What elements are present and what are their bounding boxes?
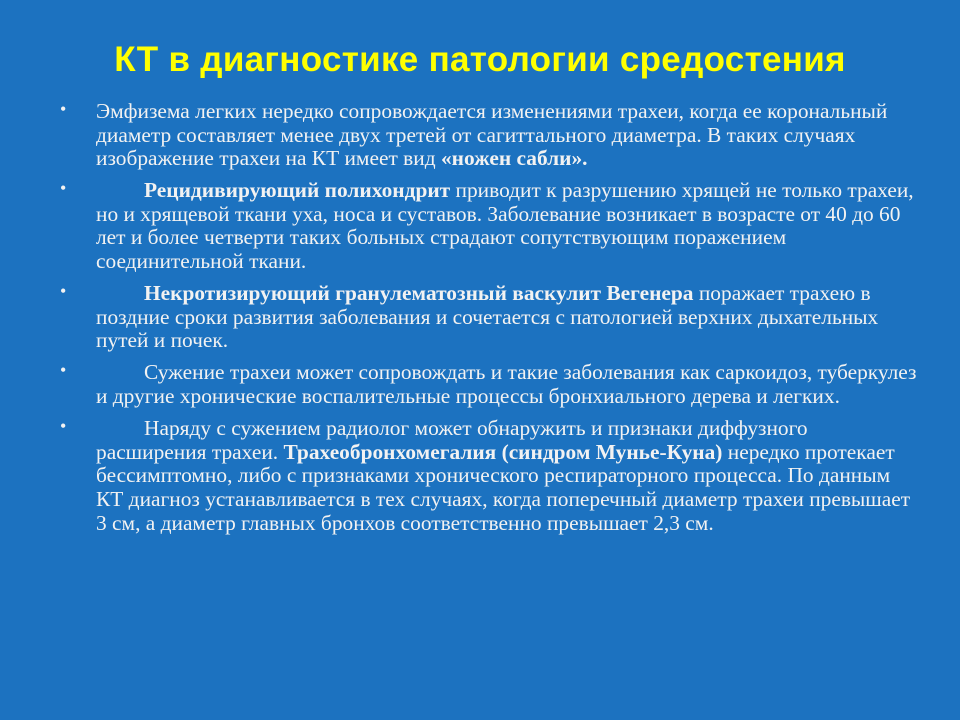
bullet-icon: • [60,178,67,199]
bullet-icon: • [60,360,67,381]
bullet-text: Сужение трахеи может сопровождать и такие заболевания как саркоидоз, туберкулез и другие хронические воспалительные процессы бронхиального дерева и легких. [96,360,917,409]
slide-title: КТ в диагностике патологии средостения [114,40,846,79]
bullet-item-stenosis [60,361,920,408]
bullet-bold-term: Трахеобронхомегалия (синдром Мунье-Куна) [283,439,723,464]
bullet-icon: • [60,416,67,437]
bullet-text: Эмфизема легких нередко сопровождается изменениями трахеи, когда ее корональный диаметр составляет менее двух третей от сагиттального диаметра. В таких случаях изображение трахеи на КТ имеет вид [96,99,888,171]
bullet-icon: • [60,281,67,302]
bullet-list [60,100,920,544]
bullet-bold-term: Некротизирующий гранулематозный васкулит Вегенера [144,281,694,306]
bullet-item-tracheobronchomegaly [60,417,920,535]
bullet-item-polychondritis [60,179,920,273]
bullet-item-wegener [60,282,920,353]
bullet-icon: • [60,99,67,119]
bullet-bold-term: Рецидивирующий полихондрит [144,178,451,203]
bullet-text: приводит к разрушению хрящей не только трахеи, но и хрящевой ткани уха, носа и суставов. Заболевание возникает в возрасте от 40 до 60 лет и более четверти таких больных страдают сопутствующим поражением соединительной ткани. [96,178,914,274]
bullet-item-emphysema [60,100,920,171]
bullet-bold-term: «ножен сабли». [440,146,588,171]
bullet-text: нередко протекает бессимптомно, либо с признаками хронического респираторного процесса. По данным КТ диагноз устанавливается в тех случаях, когда поперечный диаметр трахеи превышает 3 см, а диаметр главных бронхов соответственно превышает 2,3 см. [96,439,911,535]
bullet-text: поражает трахею в поздние сроки развития заболевания и сочетается с патологией верхних дыхательных путей и почек. [96,281,879,353]
bullet-text: Наряду с сужением радиолог может обнаружить и признаки диффузного расширения трахеи. [96,416,808,464]
